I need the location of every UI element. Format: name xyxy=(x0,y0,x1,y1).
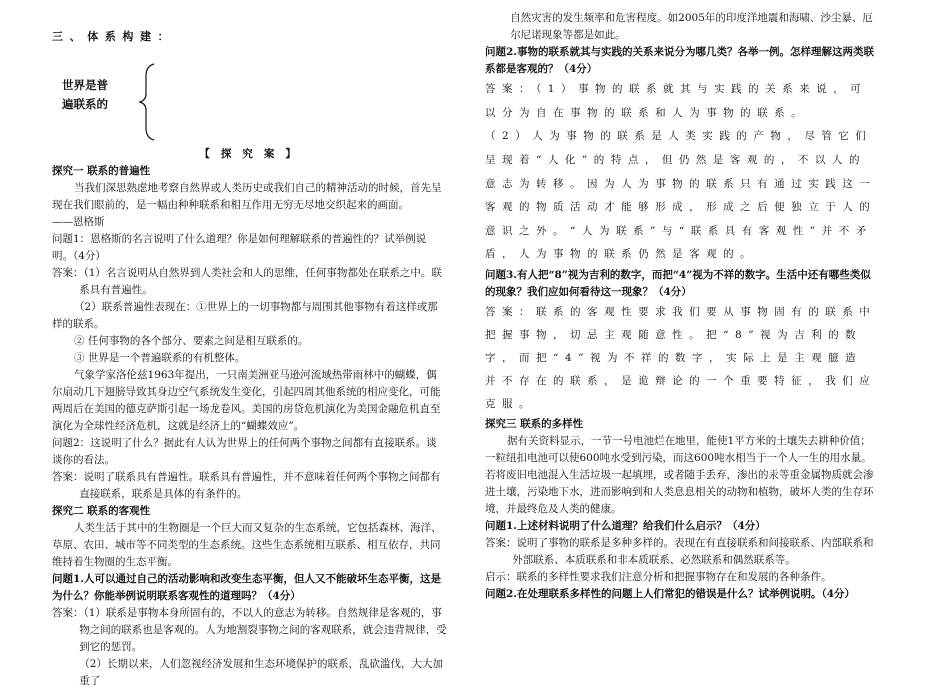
explore3-text: 据有关资料显示，一节一号电池烂在地里，能使1平方米的土壤失去耕种价值；一粒纽扣电池可以使600吨水受到污染，而这600吨水相当于一个人一生的用水量。若将废旧电池混入生活垃圾一起填埋，或者随手丢弃，渗出的汞等重金属物质就会渗进土壤，污染地下水，进而影响到和人类息息相关的动物和植物，破坏人类的生存环境，并最终危及人类的健康。 xyxy=(485,435,874,516)
question-1b: 问题1.人可以通过自己的活动影响和改变生态平衡，但人又不能破坏生态平衡，这是为什么？你能举例说明联系客观性的道理吗？（4分） xyxy=(52,572,441,602)
left-column xyxy=(52,0,447,690)
answer-3: 答案：联系的客观性要求我们要从事物固有的联系中把握事物，切忌主观随意性。把“8”视为吉利的数字，而把“4”视为不祥的数字，实际上是主观臆造并不存在的联系，是诡辩论的一个重要特征，我们应克服。 xyxy=(485,306,877,411)
answer-2b-part1: 答案：（1）事物的联系就其与实践的关系来说，可以分为自在事物的联系和人为事物的联系。 xyxy=(485,83,868,119)
section-heading: 三、体系构建： xyxy=(52,30,176,43)
explore1-quote: 当我们深思熟虑地考察自然界或人类历史或我们自己的精神活动的时候，首先呈现在我们眼前的，是一幅由种种联系和相互作用无穷无尽地交织起来的画面。 xyxy=(52,181,442,211)
explore1-title: 探究一 联系的普遍性 xyxy=(52,164,151,177)
question-3: 问题3.有人把“8”视为吉利的数字，而把“4”视为不祥的数字。生活中还有哪些类似的现象？我们应如何看待这一现象？（4分） xyxy=(485,269,871,298)
structure-diagram xyxy=(52,60,447,146)
right-column xyxy=(485,0,877,603)
brace-label xyxy=(62,76,108,115)
explore2-title: 探究二 联系的客观性 xyxy=(52,504,151,517)
answer-1-part2: （2）联系普遍性表现在：①世界上的一切事物都与周围其他事物有着这样或那样的联系。 xyxy=(52,300,438,330)
explore2-text: 人类生活于其中的生物圈是一个巨大而又复杂的生态系统，它包括森林、海洋、草原、农田、城市等不同类型的生态系统。这些生态系统相互联系、相互依存，共同维持着生物圈的生态平衡。 xyxy=(52,521,442,568)
answer-1c: 答案：说明了事物的联系是多种多样的。表现在有直接联系和间接联系、内部联系和外部联系、本质联系和非本质联系、必然联系和偶然联系等。 xyxy=(485,537,874,567)
question-1c: 问题1.上述材料说明了什么道理？给我们什么启示？（4分） xyxy=(485,520,766,533)
butterfly-effect-text: 气象学家洛伦兹1963年提出，一只南美洲亚马逊河流域热带雨林中的蝴蝶，偶尔扇动几下翅膀导致其身边空气系统发生变化，引起四周其他系统的相应变化，可能两周后在美国的德克萨斯引起一场龙卷风。美国的房贷危机演化为美国金融危机直至演化为全球性经济危机，这就是经济上的“蝴蝶效应”。 xyxy=(52,368,441,432)
brace-label-line2: 遍联系的 xyxy=(62,97,108,112)
question-1: 问题1：恩格斯的名言说明了什么道理？你是如何理解联系的普遍性的？试举例说明。（4分） xyxy=(52,232,427,262)
curly-brace-icon xyxy=(138,62,158,142)
answer-1b-part1: 答案：（1）联系是事物本身所固有的，不以人的意志为转移。自然规律是客观的，事物之间的联系也是客观的。人为地割裂事物之间的客观联系，就会违背规律，受到它的惩罚。 xyxy=(52,606,447,653)
answer-2b-part2: （2）人为事物的联系是人类实践的产物，尽管它们呈现着“人化”的特点，但仍然是客观的，不以人的意志为转移。因为人为事物的联系只有通过实践这一客观的物质活动才能够形成，形成之后便独立于人的意识之外。“人为联系”与“联系具有客观性”并不矛盾，人为事物的联系仍然是客观的。 xyxy=(485,130,877,261)
brace-label-line1: 世界是普 xyxy=(62,77,108,92)
hint-text: 启示：联系的多样性要求我们注意分析和把握事物存在和发展的各种条件。 xyxy=(485,571,832,584)
question-2c: 问题2.在处理联系多样性的问题上人们常犯的错误是什么？试举例说明。（4分） xyxy=(485,588,856,601)
answer-1b-part2: （2）长期以来，人们忽视经济发展和生态环境保护的联系，乱砍滥伐，大大加重了 xyxy=(79,657,443,687)
answer-1-part4: ③ 世界是一个普遍联系的有机整体。 xyxy=(74,351,246,364)
answer-1-part1: 答案：（1）名言说明从自然界到人类社会和人的思维，任何事物都处在联系之中。联系具有普遍性。 xyxy=(52,266,442,296)
answer-1-part3: ② 任何事物的各个部分、要素之间是相互联系的。 xyxy=(74,334,309,347)
case-title: 【 探 究 案 】 xyxy=(199,147,300,160)
explore1-author: ——恩格斯 xyxy=(52,215,105,228)
question-2: 问题2：这说明了什么？据此有人认为世界上的任何两个事物之间都有直接联系。谈谈你的看法。 xyxy=(52,436,437,466)
explore3-title: 探究三 联系的多样性 xyxy=(485,418,584,431)
answer-2: 答案：说明了联系具有普遍性。联系具有普遍性，并不意味着任何两个事物之间都有直接联系，联系是具体的有条件的。 xyxy=(52,470,441,500)
question-2b: 问题2.事物的联系就其与实践的关系来说分为哪几类？各举一例。怎样理解这两类联系都是客观的？（4分） xyxy=(485,46,874,75)
continued-text: 自然灾害的发生频率和危害程度。如2005年的印度洋地震和海啸、沙尘暴、厄尔尼诺现象等都是如此。 xyxy=(510,12,873,41)
